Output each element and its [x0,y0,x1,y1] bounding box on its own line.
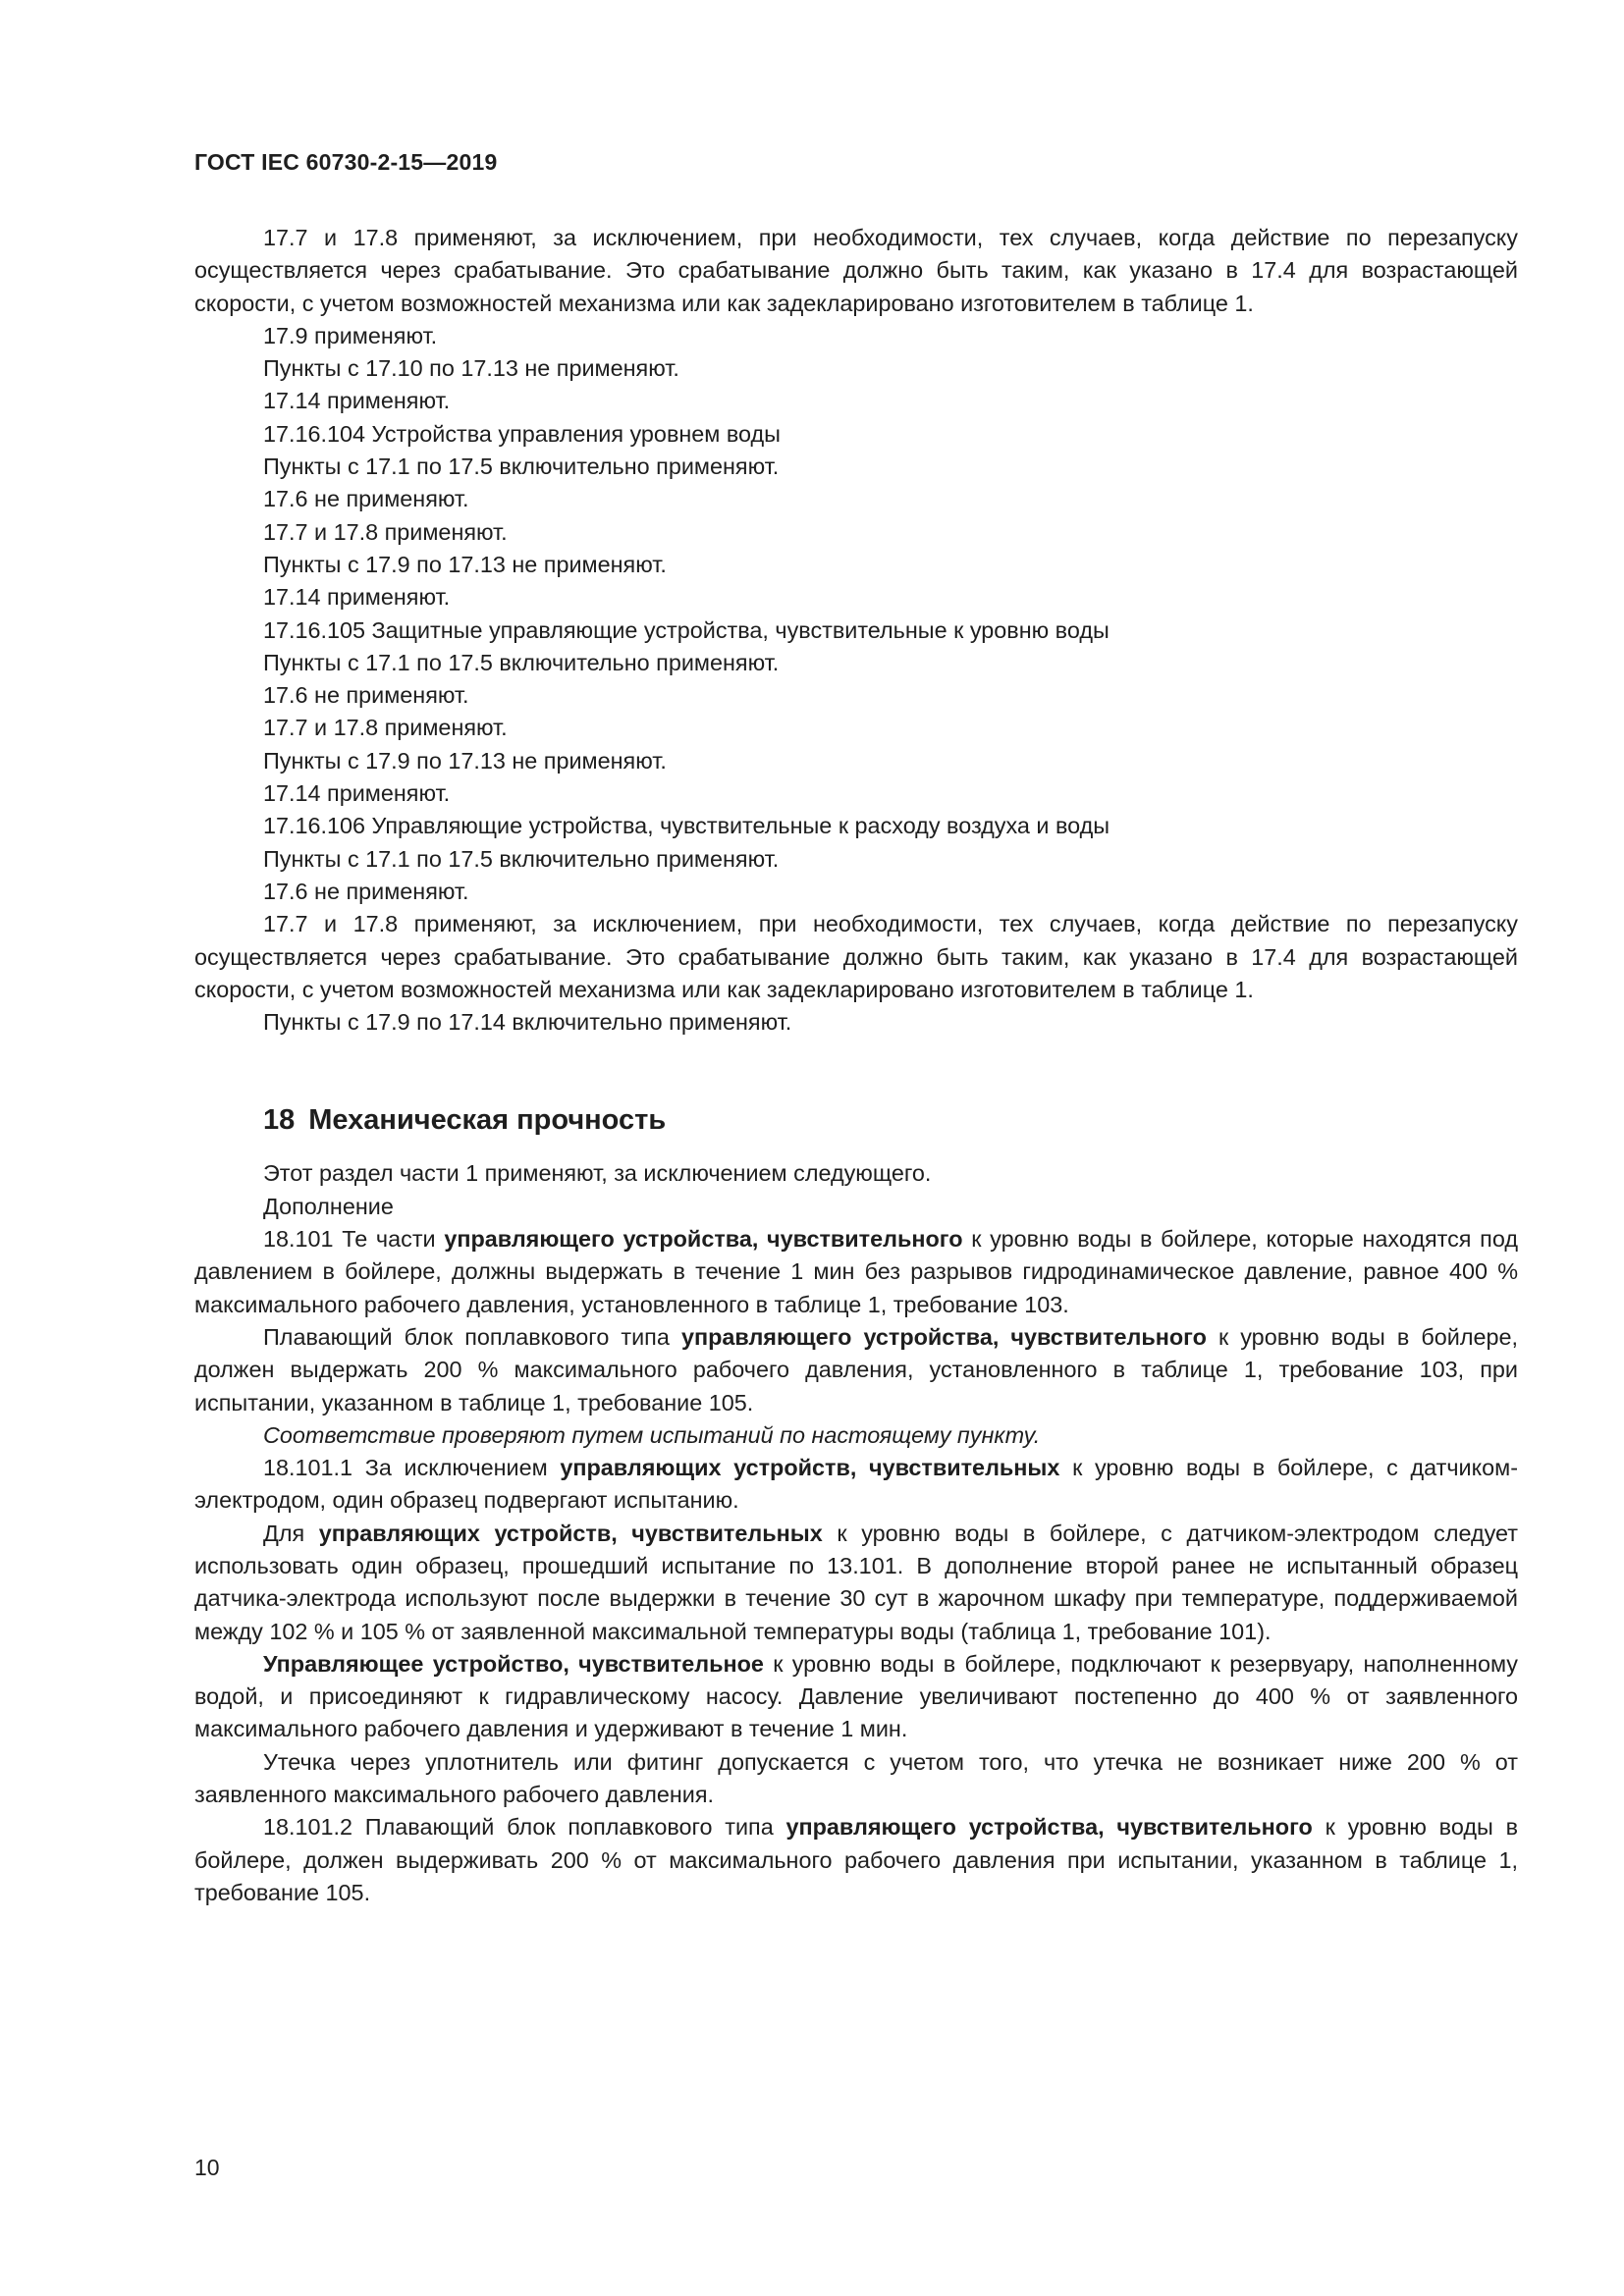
compliance-statement: Соответствие проверяют путем испытаний по настоящему пункту. [263,1421,1041,1448]
defined-term: Управляющее устройство, чувствительное [263,1650,764,1677]
paragraph-17-7-restart: 17.7 и 17.8 применяют, за исключением, при необходимости, тех случаев, когда действие по перезапуску осуществляется через срабатывание. Это срабатывание должно быть таким, как указано в 17.4 для возрастающей скорости, с учетом возможностей механизма или как задекларировано изготовителем в таблице 1. [194,225,1518,316]
standard-code-header: ГОСТ IEC 60730-2-15—2019 [194,149,498,175]
paragraph-17-6: 17.6 не применяют. [263,682,469,709]
defined-term: управляющего устройства, чувствительного [785,1814,1313,1841]
section-intro: Этот раздел части 1 применяют, за исключением следующего. [263,1160,932,1187]
clause-17-16-105: 17.16.105 Защитные управляющие устройства, чувствительные к уровню воды [263,616,1110,643]
document-body [194,222,1518,1909]
paragraph-17-14: 17.14 применяют. [263,584,451,611]
clause-18-101-1: 18.101.1 За исключением управляющих устройств, чувствительных к уровню воды в бойлере, с датчиком-электродом, один образец подвергают испытанию. [194,1455,1518,1514]
paragraph-leakage: Утечка через уплотнитель или фитинг допускается с учетом того, что утечка не возникает ниже 200 % от заявленного максимального рабочего давления. [194,1748,1518,1808]
defined-term: управляющего устройства, чувствительного [444,1226,963,1253]
clause-17-16-106: 17.16.106 Управляющие устройства, чувствительные к расходу воздуха и воды [263,813,1110,839]
clause-18-101-2: 18.101.2 Плавающий блок поплавкового типа управляющего устройства, чувствительного к уровню воды в бойлере, должен выдерживать 200 % от максимального рабочего давления при испытании, указанном в таблице 1, требование 105. [194,1814,1518,1905]
defined-term: управляющего устройства, чувствительного [680,1323,1207,1350]
clause-18-101: 18.101 Те части управляющего устройства, чувствительного к уровню воды в бойлере, которые находятся под давлением в бойлере, должны выдержать в течение 1 мин без разрывов гидродинамическое давление, равное 400 % максимального рабочего давления, установленного в таблице 1, требование 103. [194,1226,1518,1317]
paragraph-17-10-17-13: Пункты с 17.10 по 17.13 не применяют. [263,355,679,382]
defined-term: управляющих устройств, чувствительных [318,1520,823,1546]
addition-label: Дополнение [263,1193,394,1219]
paragraph-17-6: 17.6 не применяют. [263,486,469,512]
paragraph-17-7-restart: 17.7 и 17.8 применяют, за исключением, при необходимости, тех случаев, когда действие по перезапуску осуществляется через срабатывание. Это срабатывание должно быть таким, как указано в 17.4 для возрастающей скорости, с учетом возможностей механизма или как задекларировано изготовителем в таблице 1. [194,911,1518,1002]
section-heading [194,1100,1518,1140]
paragraph-17-1-17-5: Пункты с 17.1 по 17.5 включительно применяют. [263,649,780,675]
paragraph-17-7-17-8: 17.7 и 17.8 применяют. [263,715,508,741]
paragraph-17-9-17-13: Пункты с 17.9 по 17.13 не применяют. [263,551,667,577]
paragraph-pressure-test: Управляющее устройство, чувствительное к уровню воды в бойлере, подключают к резервуару, наполненному водой, и присоединяют к гидравлическому насосу. Давление увеличивают постепенно до 400 % от заявленного максимального рабочего давления и удерживают в течение 1 мин. [194,1650,1518,1742]
paragraph-17-14: 17.14 применяют. [263,780,451,807]
paragraph-17-6: 17.6 не применяют. [263,878,469,904]
paragraph-17-7-17-8: 17.7 и 17.8 применяют. [263,518,508,545]
defined-term: управляющих устройств, чувствительных [560,1455,1060,1481]
paragraph-17-9-17-14: Пункты с 17.9 по 17.14 включительно применяют. [263,1009,792,1036]
paragraph-17-14: 17.14 применяют. [263,388,451,414]
paragraph-17-9: 17.9 применяют. [263,322,438,348]
paragraph-17-1-17-5: Пункты с 17.1 по 17.5 включительно применяют. [263,454,780,480]
paragraph-17-1-17-5: Пункты с 17.1 по 17.5 включительно применяют. [263,845,780,872]
paragraph-17-9-17-13: Пункты с 17.9 по 17.13 не применяют. [263,747,667,774]
clause-17-16-104: 17.16.104 Устройства управления уровнем воды [263,420,781,447]
paragraph-float-block: Плавающий блок поплавкового типа управляющего устройства, чувствительного к уровню воды в бойлере, должен выдержать 200 % максимального рабочего давления, установленного в таблице 1, требование 103, при испытании, указанном в таблице 1, требование 105. [194,1323,1518,1415]
page-number: 10 [194,2155,220,2180]
section-title: Механическая прочность [308,1104,667,1137]
section-number: 18 [263,1104,296,1137]
paragraph-electrode-sensor: Для управляющих устройств, чувствительных к уровню воды в бойлере, с датчиком-электродом следует использовать один образец, прошедший испытание по 13.101. В дополнение второй ранее не испытанный образец датчика-электрода используют после выдержки в течение 30 сут в жарочном шкафу при температуре, поддерживаемой между 102 % и 105 % от заявленной максимальной температуры воды (таблица 1, требование 101). [194,1520,1518,1644]
